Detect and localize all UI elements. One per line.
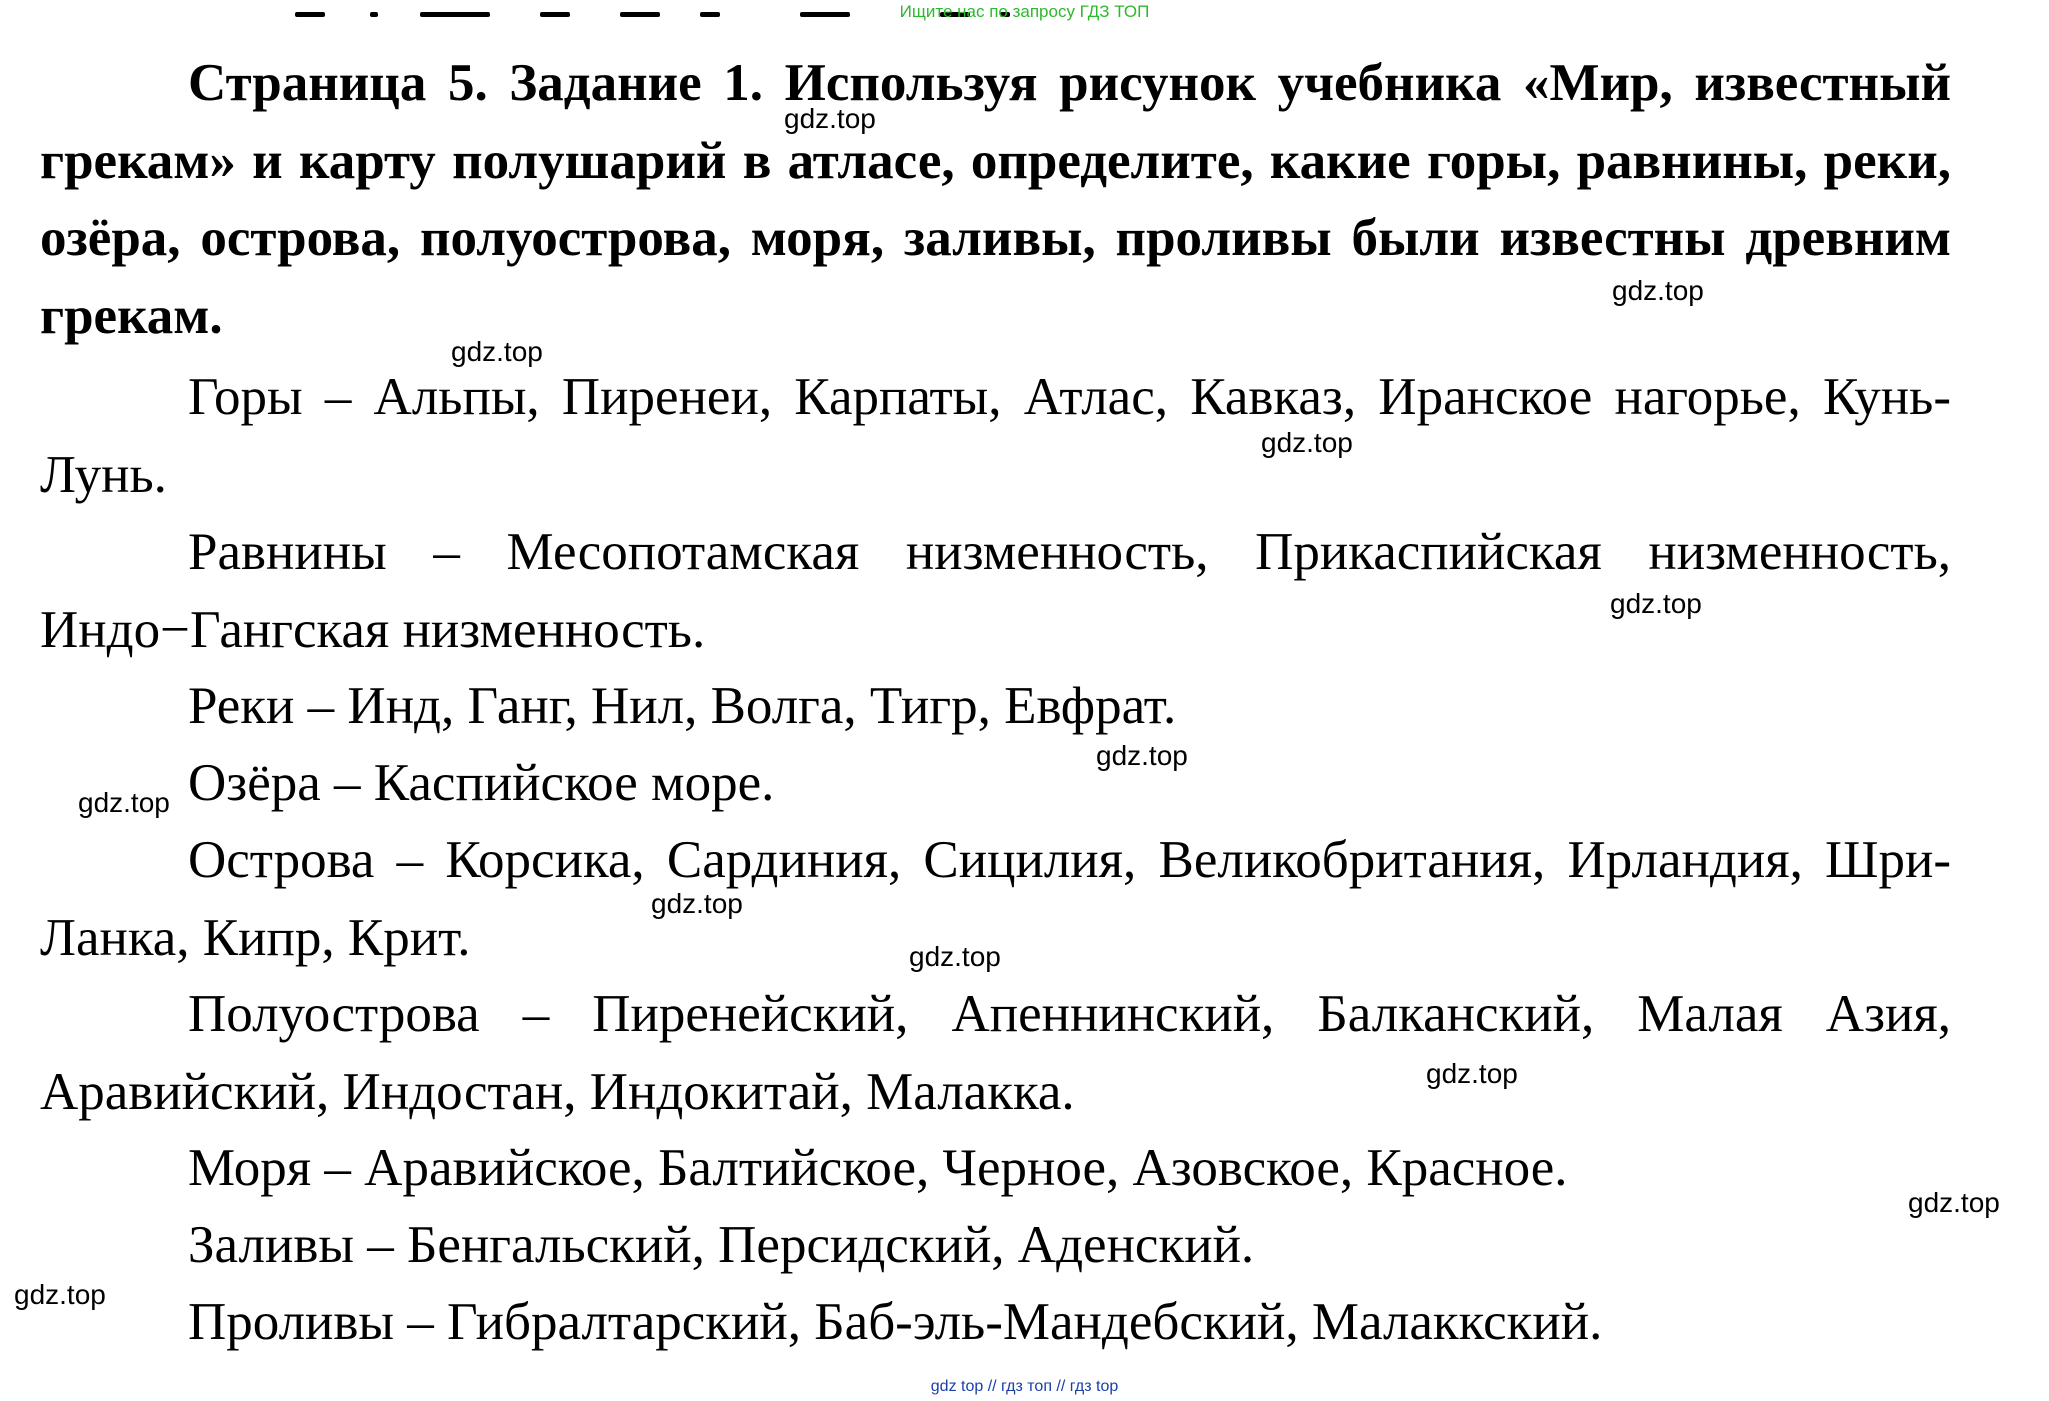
watermark: gdz.top	[14, 1279, 106, 1310]
watermark: gdz.top	[1610, 588, 1702, 619]
watermark: gdz.top	[1908, 1187, 2000, 1218]
watermark: gdz.top	[651, 888, 743, 919]
watermark: gdz.top	[1096, 740, 1188, 771]
search-hint-link[interactable]: Ищите нас по запросу ГДЗ ТОП	[899, 2, 1150, 21]
watermark: gdz.top	[909, 941, 1001, 972]
watermark: gdz.top	[451, 336, 543, 367]
answer-mountains: Горы – Альпы, Пиренеи, Карпаты, Атлас, Кавказ, Иранское нагорье, Кунь-Лунь.	[40, 368, 1951, 504]
watermark: gdz.top	[78, 787, 170, 818]
answer-seas: Моря – Аравийское, Балтийское, Черное, Азовское, Красное.	[188, 1139, 1568, 1197]
answer-peninsulas: Полуострова – Пиренейский, Апеннинский, Балканский, Малая Азия, Аравийский, Индостан, Индокитай, Малакка.	[40, 985, 1951, 1121]
answer-rivers: Реки – Инд, Ганг, Нил, Волга, Тигр, Евфрат.	[188, 677, 1177, 735]
answer-plains: Равнины – Месопотамская низменность, Прикаспийская низменность, Индо−Гангская низменность.	[40, 523, 1951, 659]
watermark: gdz.top	[1261, 427, 1353, 458]
watermark: gdz.top	[1612, 275, 1704, 306]
answer-straits: Проливы – Гибралтарский, Баб-эль-Мандебский, Малаккский.	[188, 1293, 1603, 1351]
answer-lakes: Озёра – Каспийское море.	[188, 754, 775, 812]
watermark: gdz.top	[784, 103, 876, 134]
answer-islands: Острова – Корсика, Сардиния, Сицилия, Великобритания, Ирландия, Шри-Ланка, Кипр, Крит.	[40, 831, 1951, 967]
task-heading: Страница 5. Задание 1. Используя рисунок учебника «Мир, известный грекам» и карту полушарий в атласе, определите, какие горы, равнины, реки, озёра, острова, полуострова, моря, заливы, проливы были известны древним грекам.	[40, 54, 1951, 345]
answer-gulfs: Заливы – Бенгальский, Персидский, Аденский.	[188, 1216, 1255, 1274]
footer-links[interactable]: gdz top // гдз топ // гдз top	[930, 1378, 1119, 1395]
watermark: gdz.top	[1426, 1058, 1518, 1089]
